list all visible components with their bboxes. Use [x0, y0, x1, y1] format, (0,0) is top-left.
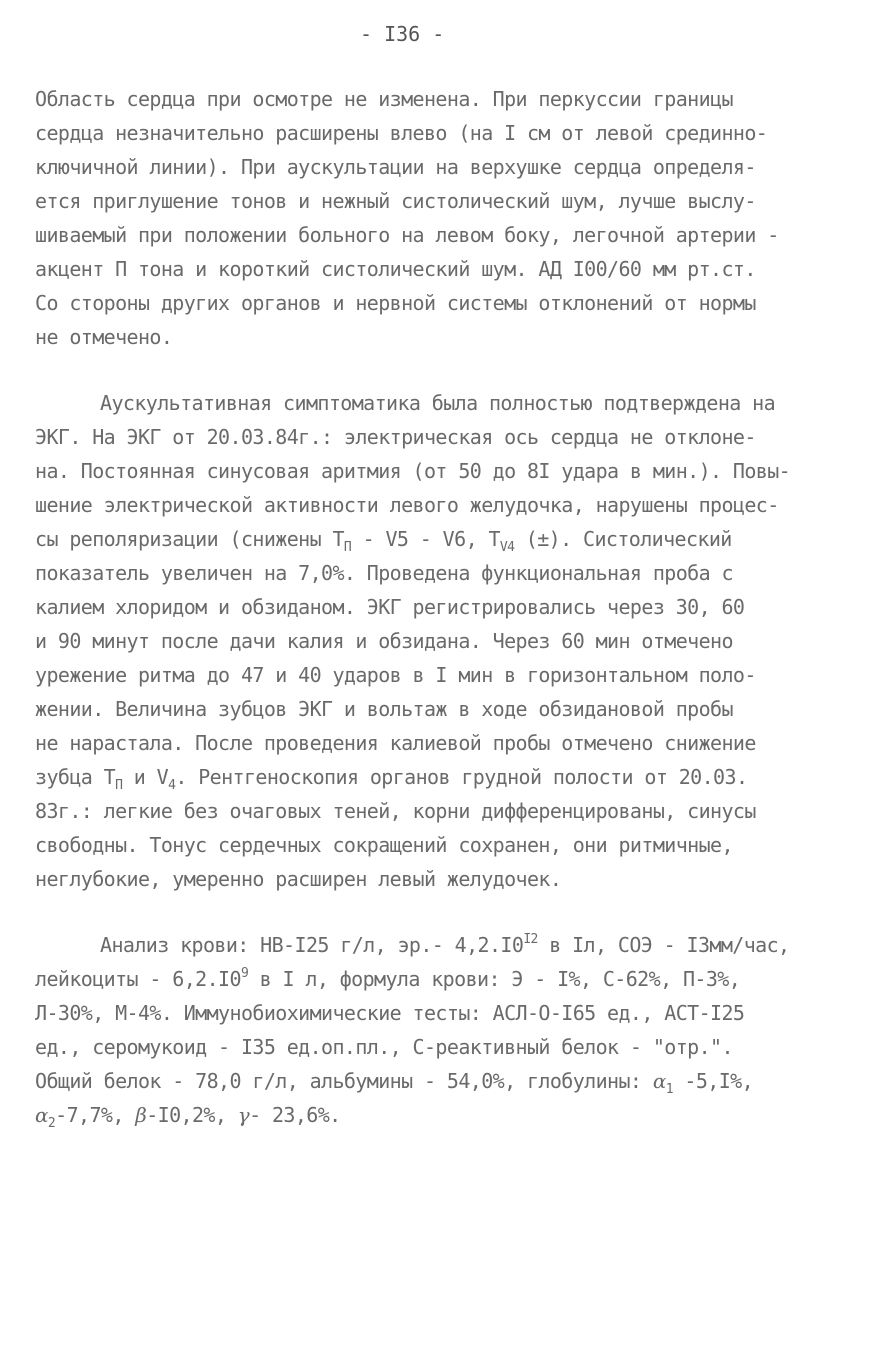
- text-line: 83г.: легкие без очаговых теней, корни дифференцированы, синусы: [35, 799, 756, 823]
- text-line: и 90 минут после дачи калия и обзидана. Через 60 мин отмечено: [35, 629, 733, 653]
- text-line: Со стороны других органов и нервной системы отклонений от нормы: [35, 291, 756, 315]
- text-line: сердца незначительно расширены влево (на I см от левой срединно-: [35, 121, 768, 145]
- text-line: калием хлоридом и обзиданом. ЭКГ регистрировались через 30, 60: [35, 595, 745, 619]
- text-line: на. Постоянная синусовая аритмия (от 50 до 8I удара в мин.). Повы-: [35, 459, 791, 483]
- page-number: - I36 -: [360, 22, 445, 46]
- text-line: ЭКГ. На ЭКГ от 20.03.84г.: электрическая ось сердца не отклоне-: [35, 425, 756, 449]
- text-line: жении. Величина зубцов ЭКГ и вольтаж в ходе обзидановой пробы: [35, 697, 733, 721]
- text-line-with-subscripts: зубца $T_П$ и $V_4$. Рентгеноскопия органов грудной полости от 20.03.: [35, 765, 748, 793]
- gamma-symbol: γ: [237, 1103, 250, 1127]
- text-line: Л-30%, М-4%. Иммунобиохимические тесты: АСЛ-О-I65 ед., АСТ-I25: [35, 1001, 745, 1025]
- text-line: ключичной линии). При аускультации на верхушке сердца определя-: [35, 155, 756, 179]
- text-line-with-greek: $\alpha_2-7,7\%$, β-I0,2%, γ- 23,6%.: [35, 1103, 341, 1131]
- text-line-indented: Аускультативная симптоматика была полностью подтверждена на: [100, 391, 776, 415]
- text-line: неглубокие, умеренно расширен левый желудочек.: [35, 867, 562, 891]
- text-line: ется приглушение тонов и нежный систолический шум, лучше выслу-: [35, 189, 756, 213]
- text-line: шение электрической активности левого желудочка, нарушены процес-: [35, 493, 779, 517]
- alpha-symbol: α: [652, 1069, 666, 1093]
- text-line: акцент П тона и короткий систолический шум. АД I00/60 мм рт.ст.: [35, 257, 756, 281]
- text-line: урежение ритма до 47 и 40 ударов в I мин в горизонтальном поло-: [35, 663, 756, 687]
- text-line: не нарастала. После проведения калиевой пробы отмечено снижение: [35, 731, 756, 755]
- text-line-with-greek: Общий белок - 78,0 г/л, альбумины - 54,0%, глобулины: $\alpha_1$ -5,I%,: [35, 1069, 754, 1097]
- text-line-with-superscript: лейкоциты - $6,2.I0^9$ в I л, формула крови: Э - I%, С-62%, П-3%,: [35, 966, 741, 991]
- text-line-with-superscript: Анализ крови: НВ-I25 г/л, эр.- $4,2.I0^{I2}$ в Iл, СОЭ - I3мм/час,: [100, 932, 790, 957]
- text-line-with-subscripts: сы реполяризации (снижены $T_П - V5 - V6$, $T_{V4}$ (±). Систолический: [35, 527, 732, 555]
- beta-symbol: β: [135, 1103, 147, 1127]
- alpha-symbol: α: [35, 1103, 48, 1127]
- text-line: не отмечено.: [35, 325, 173, 349]
- text-line: шиваемый при положении больного на левом боку, легочной артерии -: [35, 223, 779, 247]
- text-line: ед., серомукоид - I35 ед.оп.пл., С-реактивный белок - "отр.".: [35, 1035, 733, 1059]
- text-line: показатель увеличен на 7,0%. Проведена функциональная проба с: [35, 561, 733, 585]
- text-line: свободны. Тонус сердечных сокращений сохранен, они ритмичные,: [35, 833, 733, 857]
- text-line: Область сердца при осмотре не изменена. При перкуссии границы: [35, 87, 733, 111]
